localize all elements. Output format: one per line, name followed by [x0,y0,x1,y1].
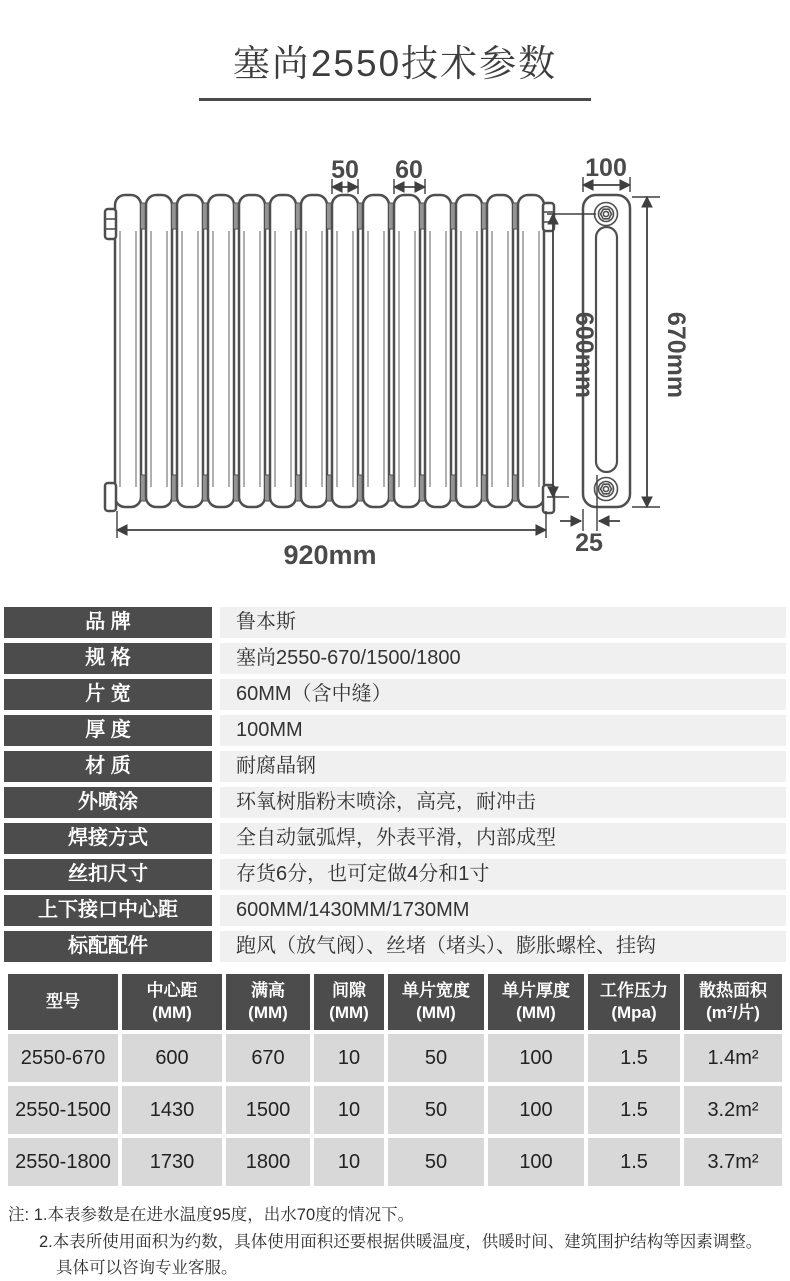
note-line-2: 2.本表所使用面积为约数，具体使用面积还要根据供暖温度，供暖时间、建筑围护结构等因素调整。 [39,1232,763,1251]
dim-label-100: 100 [585,154,627,182]
table-cell: 1.4m² [684,1034,782,1082]
spec-label: 厚 度 [4,715,212,746]
table-cell: 3.7m² [684,1138,782,1186]
header-pressure: 工作压力 (Mpa) [588,974,680,1030]
table-cell: 10 [314,1034,384,1082]
note-line-3: 具体可以咨询专业客服。 [56,1258,238,1277]
spec-label: 品 牌 [4,607,212,638]
parameter-table [4,970,786,1190]
dim-label-50: 50 [331,156,359,184]
header-heat-area: 散热面积 (m²/片) [684,974,782,1030]
table-cell: 670 [226,1034,310,1082]
spec-value: 存货6分，也可定做4分和1寸 [220,859,786,890]
spec-value: 环氧树脂粉末喷涂，高亮，耐冲击 [220,787,786,818]
spec-value: 60MM（含中缝） [220,679,786,710]
table-cell: 10 [314,1138,384,1186]
spec-label: 外喷涂 [4,787,212,818]
table-cell: 10 [314,1086,384,1134]
header-tube-width: 单片宽度 (MM) [388,974,484,1030]
spec-label: 焊接方式 [4,823,212,854]
table-header-row [8,974,782,1030]
spec-value: 100MM [220,715,786,746]
note-prefix: 注: [8,1206,30,1225]
header-center-distance: 中心距 (MM) [122,974,222,1030]
dim-label-920mm: 920mm [283,540,377,567]
spec-row-model [4,643,786,674]
spec-value: 跑风（放气阀）、丝堵（堵头）、膨胀螺栓、挂钩 [220,931,786,962]
table-cell: 2550-1800 [8,1138,118,1186]
table-cell: 1.5 [588,1138,680,1186]
table-cell: 100 [488,1086,584,1134]
table-cell: 1730 [122,1138,222,1186]
dimension-tube-width [331,156,359,194]
table-cell: 3.2m² [684,1086,782,1134]
table-cell: 1.5 [588,1034,680,1082]
left-top-tab [105,209,116,239]
table-cell: 50 [388,1086,484,1134]
table-row [8,1034,782,1082]
dimension-total-width [117,511,546,567]
dimension-total-height [632,197,690,507]
dim-label-670mm: 670mm [662,311,690,399]
dimension-tube-pitch [394,156,425,194]
spec-value: 耐腐晶钢 [220,751,786,782]
spec-row-thread [4,859,786,890]
header-tube-depth: 单片厚度 (MM) [488,974,584,1030]
table-cell: 600 [122,1034,222,1082]
dim-label-600mm: 600mm [570,311,598,399]
spec-row-brand [4,607,786,638]
note-line-1: 注: 1.本表参数是在进水温度95度，出水70度的情况下。 [8,1206,415,1225]
table-cell: 2550-1500 [8,1086,118,1134]
table-cell: 1.5 [588,1086,680,1134]
spec-value: 塞尚2550-670/1500/1800 [220,643,786,674]
spec-label: 标配配件 [4,931,212,962]
header-gap: 间隙 (MM) [314,974,384,1030]
spec-row-thickness [4,715,786,746]
page-title: 塞尚2550技术参数 [199,33,591,101]
table-cell: 50 [388,1034,484,1082]
dimension-depth [583,154,630,192]
dim-label-60: 60 [395,156,423,184]
table-cell: 100 [488,1138,584,1186]
spec-row-width [4,679,786,710]
table-cell: 50 [388,1138,484,1186]
table-cell: 100 [488,1034,584,1082]
dim-label-25: 25 [575,529,603,557]
spec-value: 600MM/1430MM/1730MM [220,895,786,926]
radiator-front-view [115,195,544,507]
spec-value: 全自动氩弧焊，外表平滑，内部成型 [220,823,786,854]
title-bar [0,0,790,101]
spec-row-accessories [4,931,786,962]
spec-list [4,607,786,962]
table-cell: 1800 [226,1138,310,1186]
table-row [8,1086,782,1134]
spec-label: 丝扣尺寸 [4,859,212,890]
spec-row-center-distance [4,895,786,926]
table-row [8,1138,782,1186]
spec-value: 鲁本斯 [220,607,786,638]
spec-label: 上下接口中心距 [4,895,212,926]
table-cell: 1430 [122,1086,222,1134]
table-cell: 1500 [226,1086,310,1134]
spec-row-coating [4,787,786,818]
spec-label: 规 格 [4,643,212,674]
radiator-diagram [0,137,790,567]
footnotes [8,1202,784,1281]
header-full-height: 满高 (MM) [226,974,310,1030]
left-bottom-tab [105,483,116,511]
spec-label: 片 宽 [4,679,212,710]
table-cell: 2550-670 [8,1034,118,1082]
header-model: 型号 [8,974,118,1030]
spec-row-welding [4,823,786,854]
spec-label: 材 质 [4,751,212,782]
spec-row-material [4,751,786,782]
